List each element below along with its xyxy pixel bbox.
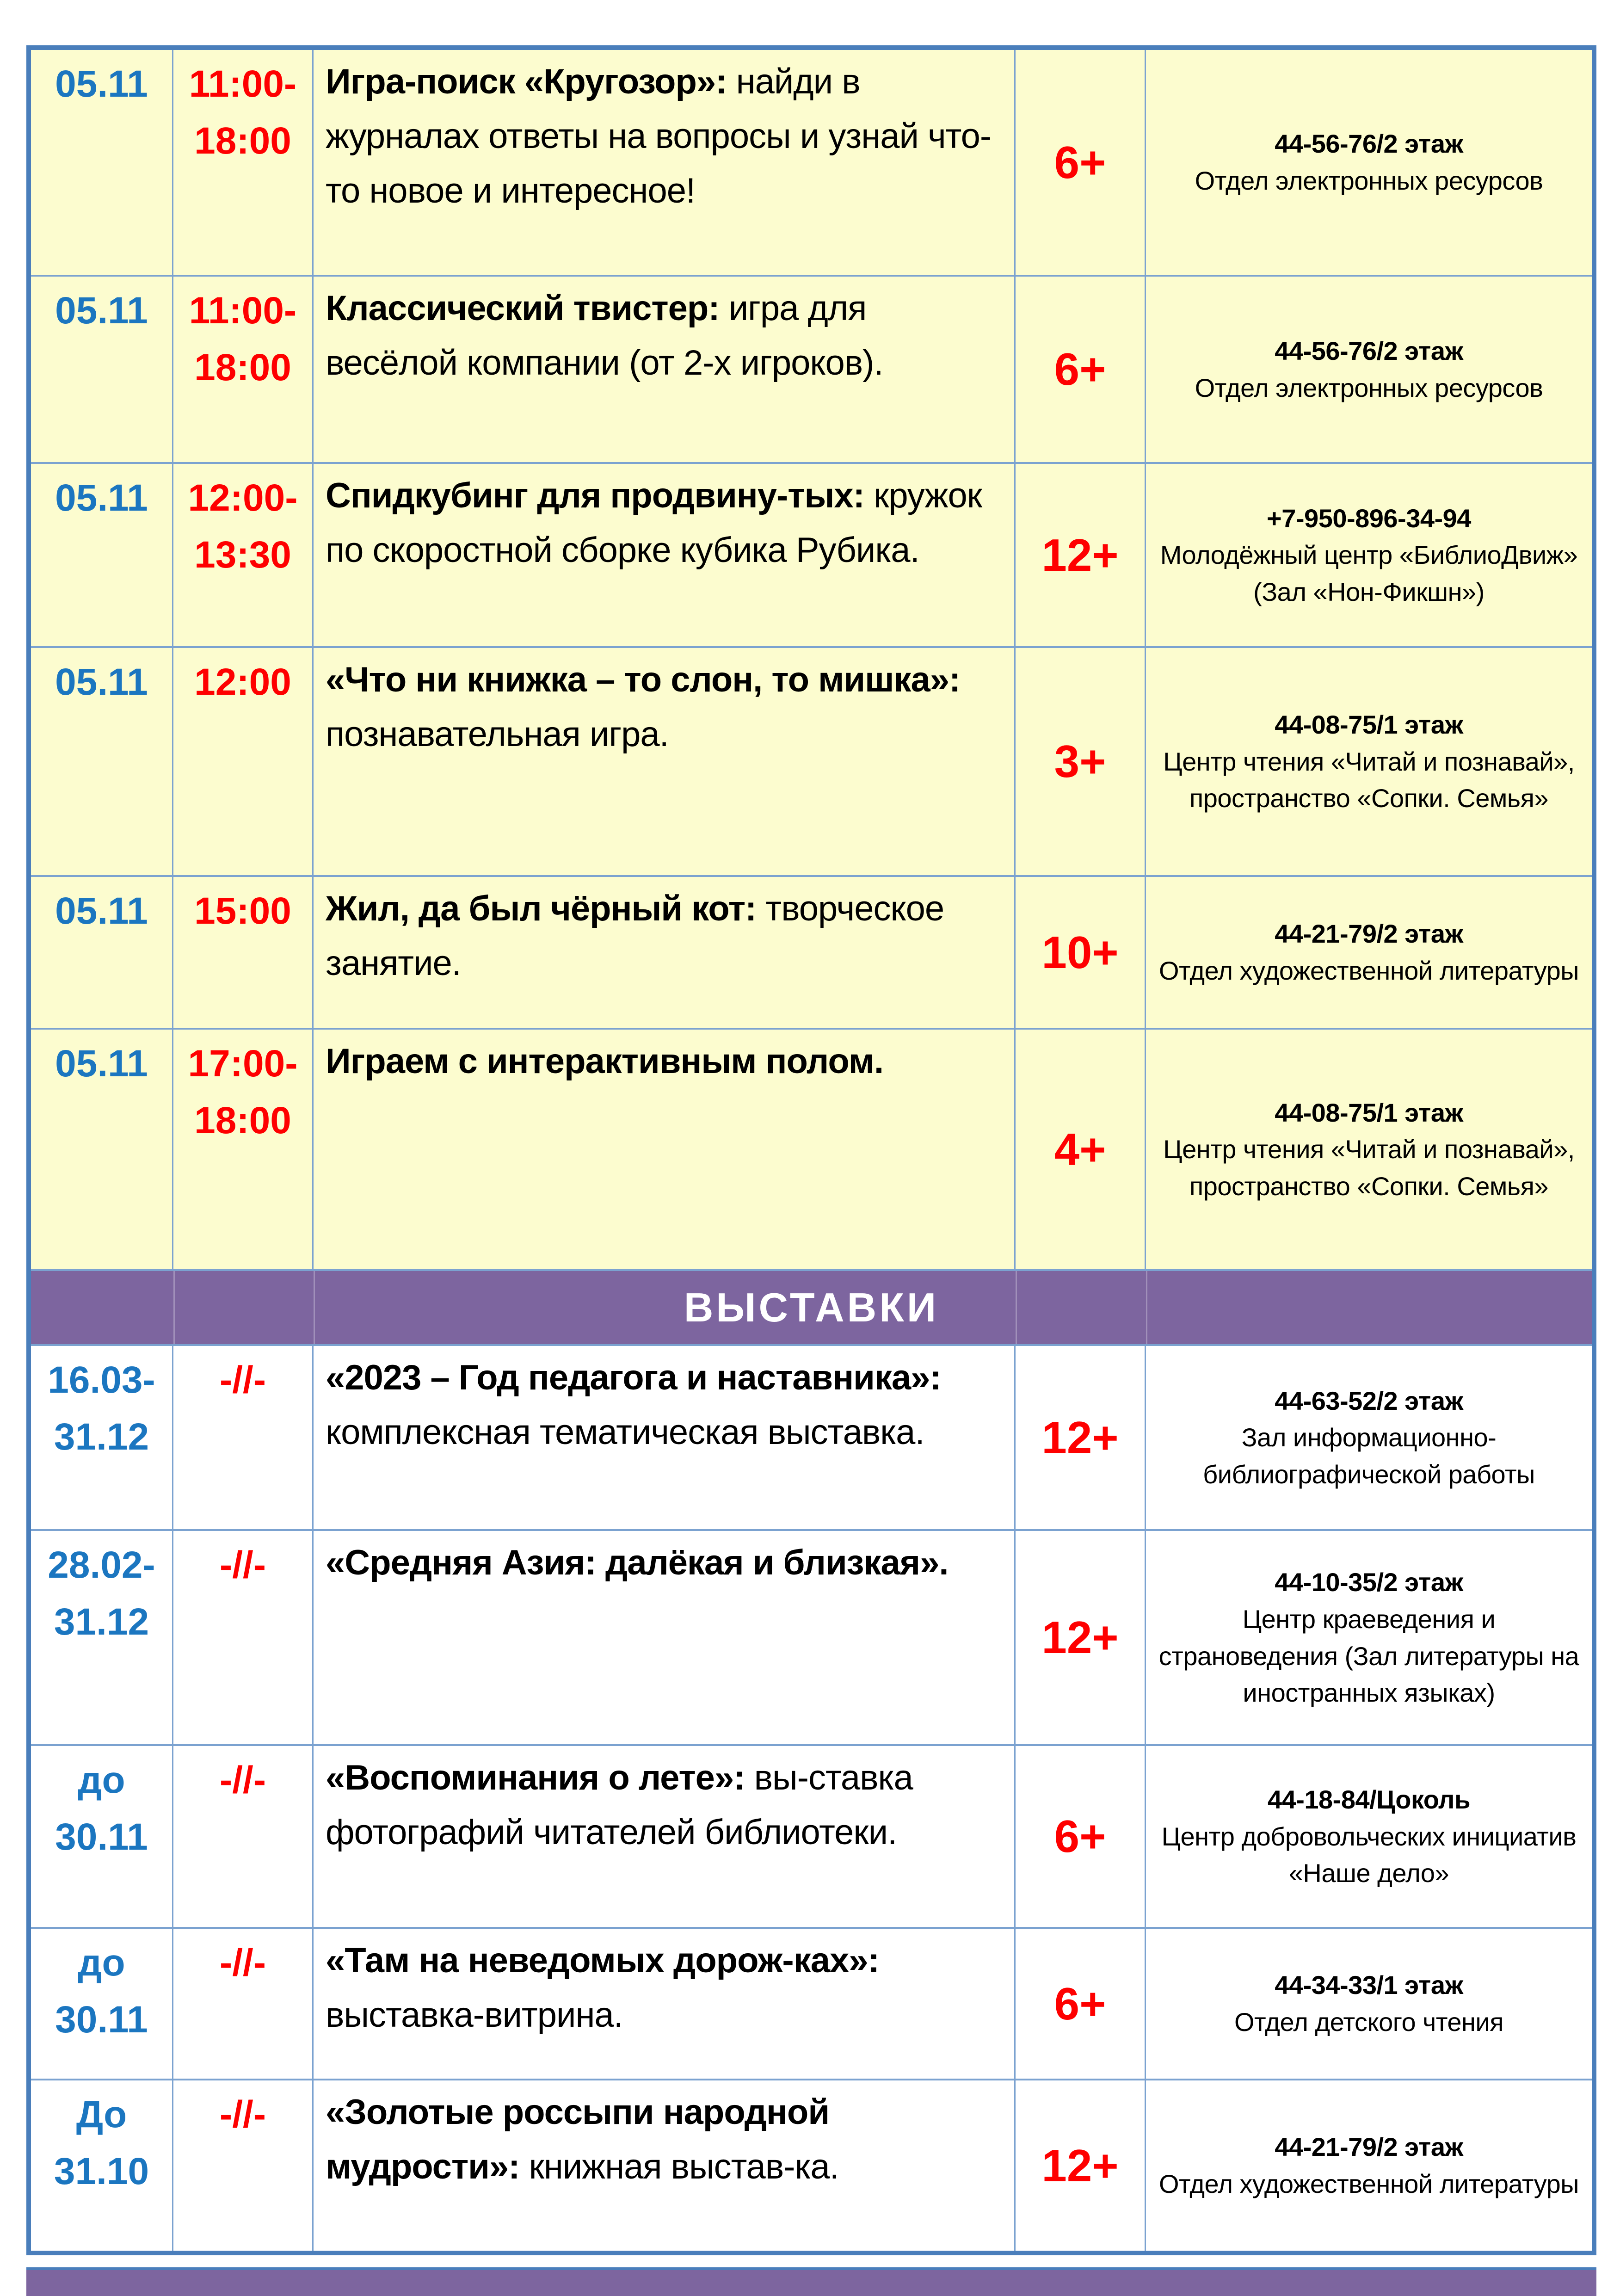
- location-cell: [1146, 50, 1592, 277]
- age-rating-cell: [1016, 464, 1146, 648]
- age-rating-cell: [1016, 277, 1146, 464]
- age-rating-cell: [1016, 648, 1146, 877]
- date-line: 05.11: [55, 661, 148, 703]
- date-line: до: [78, 1759, 125, 1801]
- event-description: «2023 – Год педагога и наставника»: комплексная тематическая выставка.: [326, 1358, 941, 1452]
- location-phone-floor: 44-34-33/1 этаж: [1275, 1970, 1463, 2000]
- date-cell: [31, 1030, 173, 1271]
- time-cell: [173, 277, 314, 464]
- date-line: 31.12: [54, 1601, 149, 1643]
- time-line: 11:00-: [189, 290, 297, 332]
- event-title: «Что ни книжка – то слон, то мишка»:: [326, 660, 961, 699]
- age-rating-cell: [1016, 1929, 1146, 2080]
- description-cell: [314, 877, 1016, 1030]
- description-cell: [314, 1531, 1016, 1746]
- time-line: 18:00: [194, 346, 291, 389]
- time-line: -//-: [219, 1759, 266, 1801]
- age-rating-badge: 6+: [1054, 1978, 1106, 2029]
- date-line: 30.11: [55, 1816, 148, 1858]
- event-title: Жил, да был чёрный кот:: [326, 889, 757, 928]
- location-department: Зал информационно-библиографической работы: [1203, 1423, 1535, 1489]
- time-line: 13:30: [194, 534, 291, 576]
- event-description: Классический твистер: игра для весёлой компании (от 2-х игроков).: [326, 289, 883, 383]
- event-title: Игра-поиск «Кругозор»:: [326, 62, 727, 101]
- age-rating-cell: [1016, 2080, 1146, 2251]
- location-department: Молодёжный центр «БиблиоДвиж» (Зал «Нон-Фикшн»): [1160, 540, 1578, 606]
- date-line: 31.10: [54, 2150, 149, 2192]
- location-cell: [1146, 464, 1592, 648]
- age-rating-badge: 6+: [1054, 344, 1106, 395]
- location-department: Отдел электронных ресурсов: [1195, 166, 1543, 195]
- age-rating-cell: [1016, 50, 1146, 277]
- event-title: «2023 – Год педагога и наставника»:: [326, 1358, 941, 1397]
- date-cell: [31, 464, 173, 648]
- location-phone-floor: 44-08-75/1 этаж: [1275, 710, 1463, 740]
- description-cell: [314, 464, 1016, 648]
- description-cell: [314, 277, 1016, 464]
- event-description: [326, 1034, 1001, 1089]
- event-description: «Золотые россыпи народной мудрости»: книжная выстав-ка.: [326, 2092, 839, 2186]
- time-line: 17:00-: [188, 1043, 298, 1085]
- events-schedule-table: [26, 45, 1596, 2255]
- time-cell: [173, 1346, 314, 1531]
- time-cell: [173, 50, 314, 277]
- location-cell: [1146, 277, 1592, 464]
- date-line: 05.11: [55, 1043, 148, 1085]
- location-cell: [1146, 648, 1592, 877]
- age-rating-cell: [1016, 1531, 1146, 1746]
- location-phone-floor: 44-21-79/2 этаж: [1275, 919, 1463, 949]
- event-description: [326, 1536, 1001, 1590]
- age-rating-cell: [1016, 1030, 1146, 1271]
- time-line: 18:00: [194, 120, 291, 162]
- time-cell: [173, 1030, 314, 1271]
- event-description: «Что ни книжка – то слон, то мишка»: познавательная игра.: [326, 660, 961, 754]
- event-title: «Золотые россыпи народной мудрости»:: [326, 2092, 830, 2186]
- location-phone-floor: 44-63-52/2 этаж: [1275, 1386, 1463, 1415]
- description-cell: [314, 50, 1016, 277]
- description-cell: [314, 1929, 1016, 2080]
- description-cell: [314, 1746, 1016, 1929]
- time-cell: [173, 1746, 314, 1929]
- location-cell: [1146, 1030, 1592, 1271]
- date-line: до: [78, 1942, 125, 1984]
- time-line: 15:00: [194, 890, 291, 932]
- location-phone-floor: 44-21-79/2 этаж: [1275, 2132, 1463, 2162]
- description-cell: [314, 648, 1016, 877]
- time-cell: [173, 1929, 314, 2080]
- location-cell: [1146, 877, 1592, 1030]
- age-rating-badge: 12+: [1041, 1612, 1119, 1663]
- time-cell: [173, 877, 314, 1030]
- date-cell: [31, 1929, 173, 2080]
- location-phone-floor: 44-18-84/Цоколь: [1267, 1785, 1471, 1815]
- time-line: -//-: [219, 1544, 266, 1586]
- date-line: 31.12: [54, 1416, 149, 1458]
- date-line: 16.03-: [48, 1359, 155, 1401]
- age-rating-badge: 6+: [1054, 1811, 1106, 1862]
- next-section-band: [26, 2267, 1596, 2296]
- event-title: «Там на неведомых дорож-ках»:: [326, 1941, 879, 1980]
- location-department: Отдел художественной литературы: [1159, 956, 1579, 985]
- time-line: -//-: [219, 1942, 266, 1984]
- time-line: 18:00: [194, 1099, 291, 1142]
- location-phone-floor: 44-10-35/2 этаж: [1275, 1568, 1463, 1597]
- location-cell: [1146, 1346, 1592, 1531]
- time-line: 11:00-: [189, 63, 297, 105]
- description-cell: [314, 2080, 1016, 2251]
- time-line: 12:00: [194, 661, 291, 703]
- event-description: Жил, да был чёрный кот: творческое занятие.: [326, 889, 944, 983]
- event-title: Играем с интерактивным полом.: [326, 1042, 884, 1081]
- date-line: 05.11: [55, 477, 148, 519]
- age-rating-cell: [1016, 877, 1146, 1030]
- location-cell: [1146, 1531, 1592, 1746]
- time-line: -//-: [219, 1359, 266, 1401]
- age-rating-badge: 6+: [1054, 136, 1106, 188]
- location-department: Центр чтения «Читай и познавай», пространство «Сопки. Семья»: [1163, 747, 1575, 813]
- time-cell: [173, 2080, 314, 2251]
- location-phone-floor: 44-56-76/2 этаж: [1275, 336, 1463, 365]
- date-line: 30.11: [55, 1999, 148, 2041]
- event-title: Классический твистер:: [326, 289, 720, 328]
- event-description: «Воспоминания о лете»: вы-ставка фотографий читателей библиотеки.: [326, 1758, 913, 1852]
- location-department: Отдел электронных ресурсов: [1195, 373, 1543, 402]
- date-line: До: [76, 2093, 127, 2136]
- exhibitions-section-title: ВЫСТАВКИ: [684, 1284, 939, 1330]
- event-title: Спидкубинг для продвину-тых:: [326, 476, 864, 515]
- age-rating-badge: 12+: [1041, 1412, 1119, 1463]
- date-cell: [31, 277, 173, 464]
- date-line: 05.11: [55, 290, 148, 332]
- date-cell: [31, 648, 173, 877]
- event-description: «Там на неведомых дорож-ках»: выставка-витрина.: [326, 1941, 879, 2035]
- age-rating-badge: 4+: [1054, 1123, 1106, 1175]
- location-phone-floor: 44-08-75/1 этаж: [1275, 1098, 1463, 1127]
- time-cell: [173, 464, 314, 648]
- date-line: 05.11: [55, 890, 148, 932]
- age-rating-cell: [1016, 1746, 1146, 1929]
- event-description: Спидкубинг для продвину-тых: кружок по скоростной сборке кубика Рубика.: [326, 476, 982, 570]
- age-rating-badge: 10+: [1041, 926, 1119, 978]
- date-line: 28.02-: [48, 1544, 155, 1586]
- date-cell: [31, 1746, 173, 1929]
- date-cell: [31, 1531, 173, 1746]
- location-department: Отдел детского чтения: [1234, 2007, 1504, 2037]
- event-title: «Воспоминания о лете»:: [326, 1758, 745, 1797]
- time-cell: [173, 1531, 314, 1746]
- location-cell: [1146, 2080, 1592, 2251]
- location-cell: [1146, 1929, 1592, 2080]
- age-rating-badge: 3+: [1054, 736, 1106, 787]
- exhibitions-section-header: [31, 1271, 1592, 1346]
- location-department: Центр краеведения и страноведения (Зал литературы на иностранных языках): [1158, 1604, 1579, 1708]
- description-cell: [314, 1346, 1016, 1531]
- event-description: Игра-поиск «Кругозор»: найди в журналах ответы на вопросы и узнай что-то новое и интересное!: [326, 62, 992, 210]
- age-rating-badge: 12+: [1041, 529, 1119, 580]
- description-cell: [314, 1030, 1016, 1271]
- date-cell: [31, 877, 173, 1030]
- location-cell: [1146, 1746, 1592, 1929]
- date-cell: [31, 50, 173, 277]
- location-department: Центр чтения «Читай и познавай», пространство «Сопки. Семья»: [1163, 1135, 1575, 1201]
- time-line: 12:00-: [188, 477, 298, 519]
- age-rating-cell: [1016, 1346, 1146, 1531]
- location-department: Отдел художественной литературы: [1159, 2169, 1579, 2198]
- date-line: 05.11: [55, 63, 148, 105]
- event-title: «Средняя Азия: далёкая и близкая».: [326, 1543, 949, 1582]
- location-phone-floor: 44-56-76/2 этаж: [1275, 129, 1463, 159]
- location-phone-floor: +7-950-896-34-94: [1267, 503, 1471, 533]
- date-cell: [31, 1346, 173, 1531]
- time-cell: [173, 648, 314, 877]
- age-rating-badge: 12+: [1041, 2140, 1119, 2191]
- location-department: Центр добровольческих инициатив «Наше дело»: [1161, 1821, 1577, 1888]
- date-cell: [31, 2080, 173, 2251]
- time-line: -//-: [219, 2093, 266, 2136]
